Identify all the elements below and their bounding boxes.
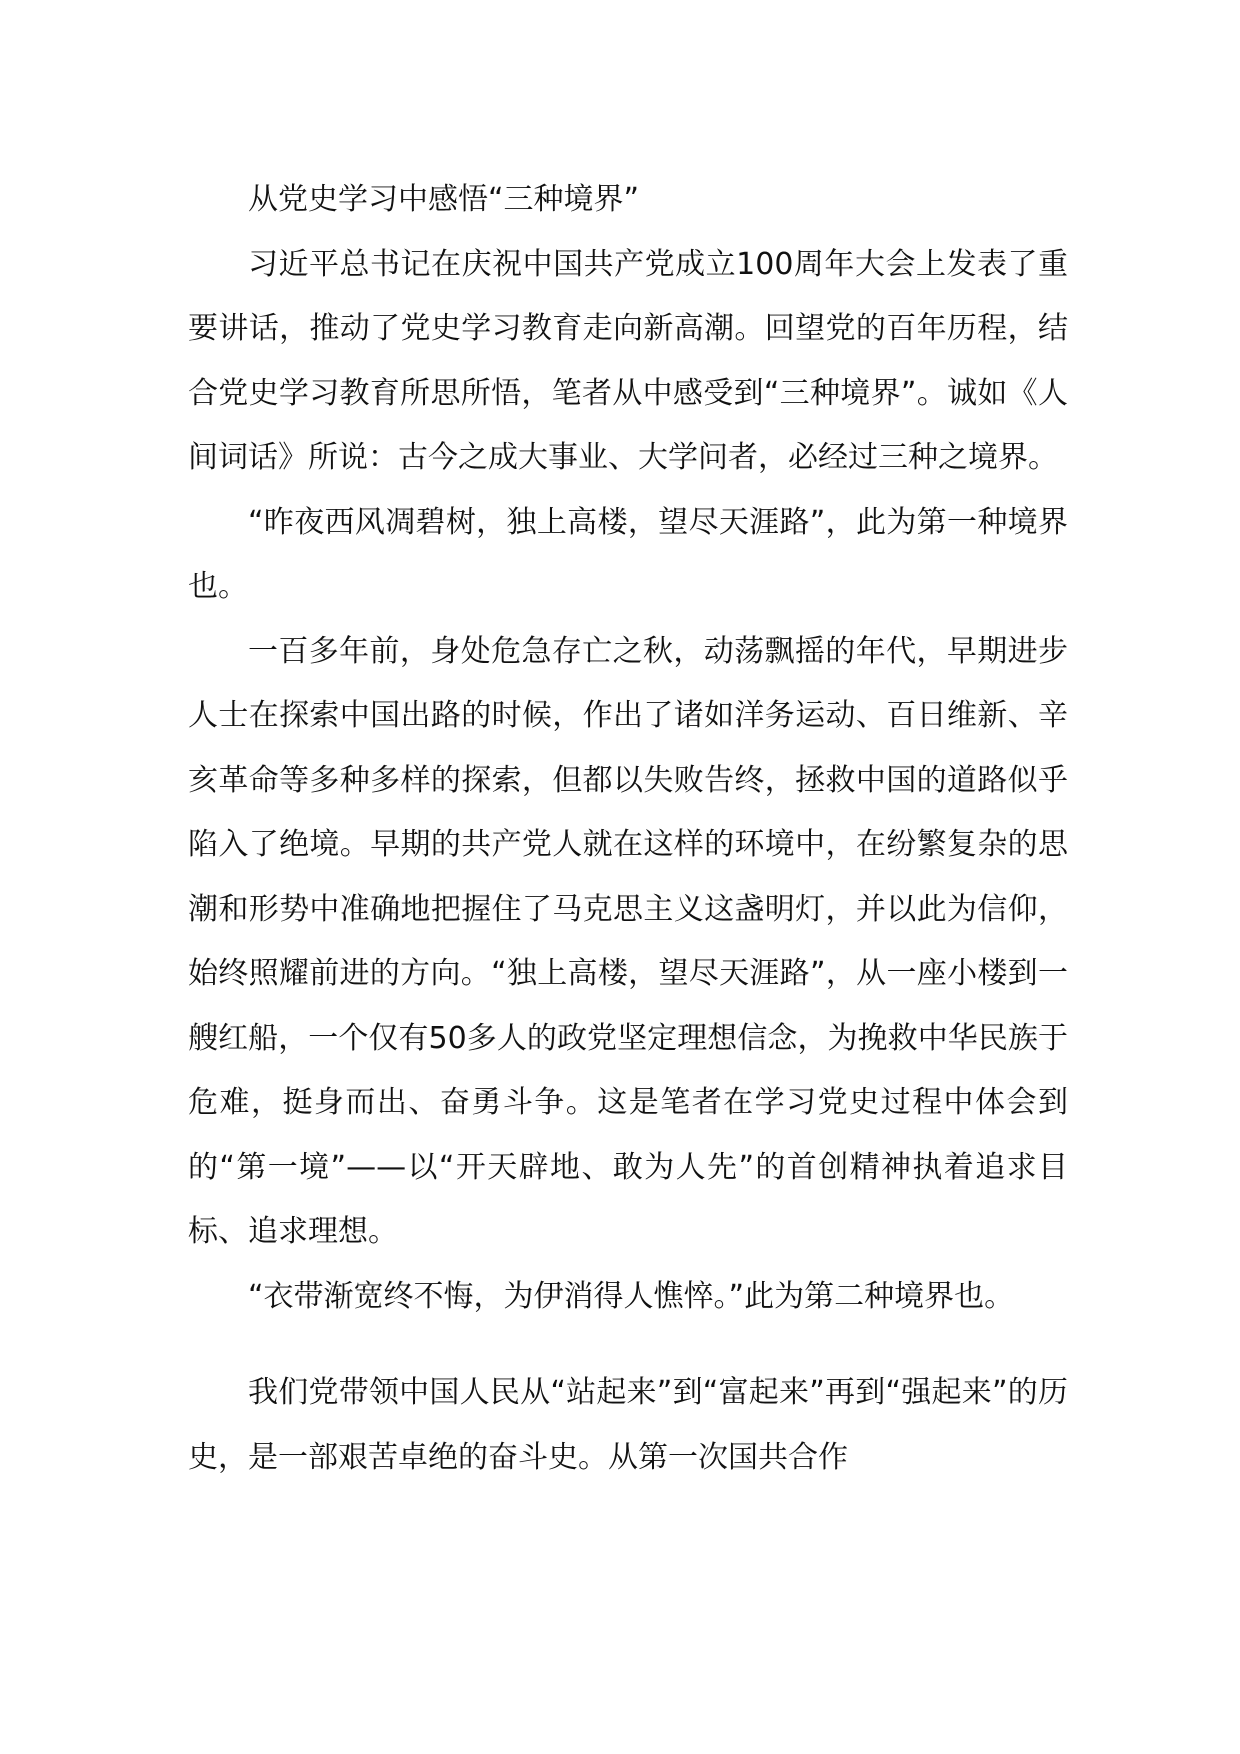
paragraph-second-realm-body: 我们党带领中国人民从“站起来”到“富起来”再到“强起来”的历史，是一部艰苦卓绝的奋斗史。从第一次国共合作 [188,1375,1068,1475]
document-body [188,168,1068,1490]
paragraph-first-realm-quote: “昨夜西风凋碧树，独上高楼，望尽天涯路”，此为第一种境界也。 [188,504,1068,604]
paragraph-first-realm-body: 一百多年前，身处危急存亡之秋，动荡飘摇的年代，早期进步人士在探索中国出路的时候，作出了诸如洋务运动、百日维新、辛亥革命等多种多样的探索，但都以失败告终，拯救中国的道路似乎陷入了绝境。早期的共产党人就在这样的环境中，在纷繁复杂的思潮和形势中准确地把握住了马克思主义这盏明灯，并以此为信仰，始终照耀前进的方向。“独上高楼，望尽天涯路”，从一座小楼到一艘红船，一个仅有50多人的政党坚定理想信念，为挽救中华民族于危难，挺身而出、奋勇斗争。这是笔者在学习党史过程中体会到的“第一境”——以“开天辟地、敢为人先”的首创精神执着追求目标、追求理想。 [188,633,1068,1249]
paragraph-intro: 习近平总书记在庆祝中国共产党成立100周年大会上发表了重要讲话，推动了党史学习教育走向新高潮。回望党的百年历程，结合党史学习教育所思所悟，笔者从中感受到“三种境界”。诚如《人间词话》所说：古今之成大事业、大学问者，必经过三种之境界。 [188,246,1068,475]
document-title: 从党史学习中感悟“三种境界” [248,182,640,217]
paragraph-second-realm-quote: “衣带渐宽终不悔，为伊消得人憔悴。”此为第二种境界也。 [248,1278,1015,1314]
